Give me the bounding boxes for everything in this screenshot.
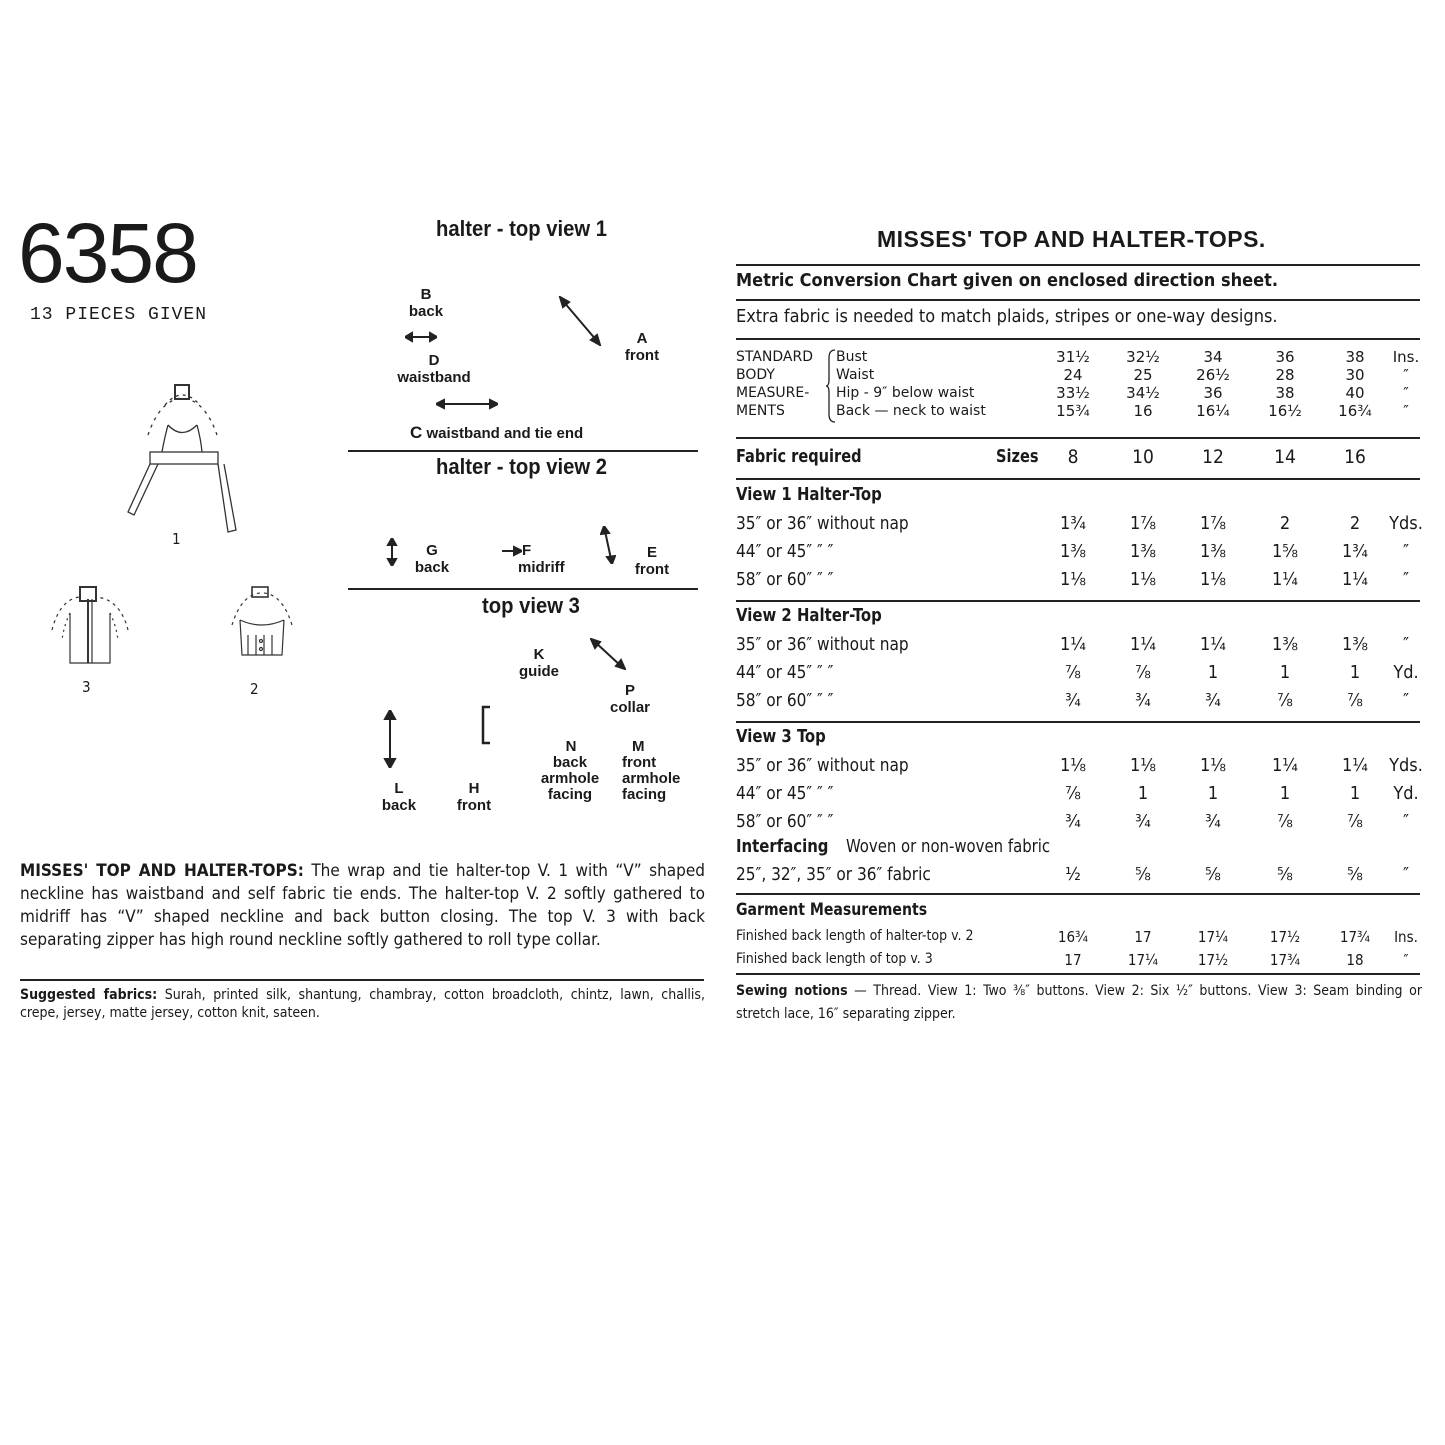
measurement-value: 36 <box>1203 384 1223 402</box>
divider <box>348 450 698 452</box>
measurement-value: 28 <box>1275 366 1295 384</box>
yardage-unit: Yds. <box>1389 755 1423 776</box>
yardage-value: 1⅝ <box>1272 541 1298 562</box>
yardage-value: ⅞ <box>1347 690 1363 711</box>
view-3-heading: top view 3 <box>482 593 580 618</box>
view-1-heading: halter - top view 1 <box>436 216 607 241</box>
divider <box>736 299 1420 301</box>
yardage-value: ⅞ <box>1277 690 1293 711</box>
measurement-value: 34½ <box>1126 384 1160 402</box>
yardage-value: 1⅜ <box>1130 541 1156 562</box>
yardage-value: 1 <box>1279 662 1291 683</box>
fabric-width-label: 35″ or 36″ without nap <box>736 755 909 776</box>
yardage-unit: ″ <box>1402 634 1410 655</box>
size-header: 14 <box>1274 446 1296 468</box>
yardage-value: 1 <box>1207 783 1219 804</box>
measurement-unit: ″ <box>1403 384 1409 402</box>
view-1-label: 1 <box>172 530 181 548</box>
grainline-arrow <box>386 538 398 566</box>
piece-g: G back <box>414 542 450 576</box>
metric-note: Metric Conversion Chart given on enclosed direction sheet. <box>736 270 1278 291</box>
divider <box>736 338 1420 340</box>
interfacing-value: ⅝ <box>1347 864 1363 885</box>
grainline-arrow <box>383 710 397 768</box>
piece-n: N back armhole facing <box>540 738 600 803</box>
grainline-arrow <box>436 398 498 410</box>
yardage-value: 1¼ <box>1342 569 1368 590</box>
yardage-value: 1¼ <box>1200 634 1226 655</box>
yardage-value: 1 <box>1349 783 1361 804</box>
garment-unit: Ins. <box>1394 928 1418 946</box>
yardage-value: 1⅛ <box>1200 755 1226 776</box>
size-header: 12 <box>1202 446 1224 468</box>
yardage-value: 1¼ <box>1130 634 1156 655</box>
measurement-value: 38 <box>1345 348 1365 366</box>
yardage-value: 1⅜ <box>1200 541 1226 562</box>
grainline-arrow <box>600 526 616 564</box>
fabric-width-label: 58″ or 60″ ″ ″ <box>736 811 834 832</box>
yardage-unit: Yd. <box>1393 662 1419 683</box>
measurement-value: 33½ <box>1056 384 1090 402</box>
piece-m: M front armhole facing <box>622 738 681 803</box>
yardage-value: ⅞ <box>1065 783 1081 804</box>
piece-p: P collar <box>609 682 651 716</box>
suggested-fabrics-label: Suggested fabrics: <box>20 987 158 1003</box>
yardage-value: 2 <box>1349 513 1361 534</box>
measurement-unit: ″ <box>1403 366 1409 384</box>
garment-title: Garment Measurements <box>736 900 928 920</box>
yardage-unit: Yd. <box>1393 783 1419 804</box>
garment-value: 17¼ <box>1197 928 1229 946</box>
yardage-value: ⅞ <box>1277 811 1293 832</box>
measurement-value: 15¾ <box>1056 402 1090 420</box>
suggested-fabrics-text: Surah, printed silk, shantung, chambray, cotton broadcloth, chintz, lawn, challis, crepe, jersey, matte jersey, cotton knit, sateen. <box>20 987 705 1021</box>
measurement-value: 38 <box>1275 384 1295 402</box>
yardage-value: 1 <box>1137 783 1149 804</box>
garment-value: 17½ <box>1197 951 1229 969</box>
divider <box>736 478 1420 480</box>
yardage-value: 1¾ <box>1060 513 1086 534</box>
yardage-value: 1¼ <box>1272 569 1298 590</box>
measurement-value: 16½ <box>1268 402 1302 420</box>
fabric-required-label: Fabric required <box>736 446 862 467</box>
view-2-label: 2 <box>250 680 259 698</box>
piece-e: E front <box>634 544 670 578</box>
divider <box>736 973 1420 975</box>
yardage-value: 1¾ <box>1342 541 1368 562</box>
garment-label: Finished back length of halter-top v. 2 <box>736 928 974 944</box>
yardage-value: ¾ <box>1065 811 1081 832</box>
measurement-value: 25 <box>1133 366 1153 384</box>
view-3-sketch <box>40 585 140 675</box>
fabric-width-label: 44″ or 45″ ″ ″ <box>736 541 834 562</box>
piece-f: F midriff <box>518 542 565 576</box>
garment-value: 18 <box>1346 951 1364 969</box>
garment-value: 17 <box>1134 928 1152 946</box>
grainline-arrow <box>558 296 602 346</box>
yardage-value: 1¼ <box>1272 755 1298 776</box>
garment-unit: ″ <box>1403 951 1409 969</box>
yardage-value: 1 <box>1207 662 1219 683</box>
piece-l: L back <box>381 780 417 814</box>
fabric-width-label: 58″ or 60″ ″ ″ <box>736 569 834 590</box>
measurement-value: 36 <box>1275 348 1295 366</box>
yardage-value: 1⅛ <box>1200 569 1226 590</box>
piece-b: B back <box>408 286 444 320</box>
view-1-sketch <box>120 380 250 540</box>
view-2-heading: halter - top view 2 <box>436 454 607 479</box>
size-header: 8 <box>1067 446 1079 468</box>
suggested-fabrics <box>20 986 705 1022</box>
piece-k: K guide <box>519 646 559 680</box>
yardage-unit: ″ <box>1402 811 1410 832</box>
right-title: MISSES' TOP AND HALTER-TOPS. <box>877 226 1266 252</box>
divider <box>736 264 1420 266</box>
garment-value: 17 <box>1064 951 1082 969</box>
interfacing-title: Interfacing <box>736 836 829 857</box>
description <box>20 860 705 952</box>
size-header: 10 <box>1132 446 1154 468</box>
grainline-arrow <box>590 638 626 670</box>
measurement-label: Bust <box>836 349 868 365</box>
divider <box>348 588 698 590</box>
measurement-value: 30 <box>1345 366 1365 384</box>
interfacing-value: ⅝ <box>1277 864 1293 885</box>
piece-c: C waistband and tie end <box>410 423 584 442</box>
fabric-width-label: 58″ or 60″ ″ ″ <box>736 690 834 711</box>
divider <box>736 893 1420 895</box>
measurement-label: Hip - 9″ below waist <box>836 385 975 401</box>
measurement-unit: ″ <box>1403 402 1409 420</box>
measurement-value: 24 <box>1063 366 1083 384</box>
measurement-value: 34 <box>1203 348 1223 366</box>
yardage-value: ¾ <box>1065 690 1081 711</box>
yardage-value: 1¼ <box>1060 634 1086 655</box>
garment-value: 17¾ <box>1269 951 1301 969</box>
garment-value: 17¼ <box>1127 951 1159 969</box>
measurement-value: 26½ <box>1196 366 1230 384</box>
yardage-value: 1⅛ <box>1060 755 1086 776</box>
pieces-given: 13 PIECES GIVEN <box>30 305 208 325</box>
yardage-unit: ″ <box>1402 541 1410 562</box>
fabric-width-label: 44″ or 45″ ″ ″ <box>736 783 834 804</box>
grainline-arrow <box>478 705 494 745</box>
measurement-label: Back — neck to waist <box>836 403 986 419</box>
section-title: View 1 Halter-Top <box>736 484 882 505</box>
yardage-value: 1¼ <box>1342 755 1368 776</box>
section-title: View 2 Halter-Top <box>736 605 882 626</box>
yardage-value: 1⅛ <box>1130 755 1156 776</box>
measurement-unit: Ins. <box>1392 348 1420 366</box>
yardage-unit: ″ <box>1402 690 1410 711</box>
yardage-value: ⅞ <box>1065 662 1081 683</box>
description-title: MISSES' TOP AND HALTER-TOPS: <box>20 861 304 881</box>
sewing-notions <box>736 980 1422 1026</box>
description-text: The wrap and tie halter-top V. 1 with “V” shaped neckline has waistband and self fabric tie ends. The halter-top V. 2 softly gathered to midriff has “V” shaped neckline and back button closing. The top V. 3 with back separating zipper has high round neckline softly gathered to roll type collar. <box>20 861 705 950</box>
yardage-value: 1⅜ <box>1272 634 1298 655</box>
pattern-number: 6358 <box>18 206 197 300</box>
measurement-label: Waist <box>836 367 875 383</box>
size-header: 16 <box>1344 446 1366 468</box>
garment-label: Finished back length of top v. 3 <box>736 951 933 967</box>
piece-a: A front <box>624 330 660 364</box>
section-title: View 3 Top <box>736 726 826 747</box>
brace <box>826 348 836 424</box>
piece-h: H front <box>456 780 492 814</box>
yardage-value: 2 <box>1279 513 1291 534</box>
yardage-value: 1⅜ <box>1060 541 1086 562</box>
measurement-value: 40 <box>1345 384 1365 402</box>
divider <box>20 979 704 981</box>
sewing-notions-text: — Thread. View 1: Two ⅜″ buttons. View 2: Six ½″ buttons. View 3: Seam binding or stretch lace, 16″ separating zipper. <box>736 983 1422 1022</box>
standard-label: STANDARD BODY MEASURE- MENTS <box>736 349 814 419</box>
measurement-value: 16¼ <box>1196 402 1230 420</box>
yardage-value: 1⅛ <box>1130 569 1156 590</box>
piece-d: D waistband <box>397 352 471 386</box>
yardage-value: ¾ <box>1205 690 1221 711</box>
yardage-value: ⅞ <box>1135 662 1151 683</box>
yardage-value: ¾ <box>1135 690 1151 711</box>
measurement-value: 31½ <box>1056 348 1090 366</box>
interfacing-label: 25″, 32″, 35″ or 36″ fabric <box>736 864 931 885</box>
yardage-value: 1⅜ <box>1342 634 1368 655</box>
interfacing-unit: ″ <box>1402 864 1410 885</box>
garment-value: 17¾ <box>1339 928 1371 946</box>
grainline-arrow <box>405 331 437 343</box>
yardage-value: 1⅞ <box>1130 513 1156 534</box>
yardage-value: 1 <box>1279 783 1291 804</box>
sewing-notions-label: Sewing notions <box>736 983 848 999</box>
fabric-width-label: 35″ or 36″ without nap <box>736 513 909 534</box>
measurement-value: 16¾ <box>1338 402 1372 420</box>
divider <box>736 600 1420 602</box>
yardage-value: 1⅞ <box>1200 513 1226 534</box>
sizes-label: Sizes <box>996 446 1039 467</box>
yardage-value: 1 <box>1349 662 1361 683</box>
plaid-note: Extra fabric is needed to match plaids, stripes or one-way designs. <box>736 306 1278 327</box>
view-3-label: 3 <box>82 678 91 696</box>
divider <box>736 721 1420 723</box>
yardage-unit: ″ <box>1402 569 1410 590</box>
garment-value: 16¾ <box>1057 928 1089 946</box>
measurement-value: 16 <box>1133 402 1153 420</box>
garment-value: 17½ <box>1269 928 1301 946</box>
yardage-unit: Yds. <box>1389 513 1423 534</box>
view-2-sketch <box>212 585 312 675</box>
fabric-width-label: 35″ or 36″ without nap <box>736 634 909 655</box>
divider <box>736 437 1420 439</box>
yardage-value: ¾ <box>1205 811 1221 832</box>
interfacing-value: ⅝ <box>1135 864 1151 885</box>
interfacing-value: ½ <box>1065 864 1081 885</box>
fabric-width-label: 44″ or 45″ ″ ″ <box>736 662 834 683</box>
yardage-value: ⅞ <box>1347 811 1363 832</box>
interfacing-value: ⅝ <box>1205 864 1221 885</box>
yardage-value: ¾ <box>1135 811 1151 832</box>
measurement-value: 32½ <box>1126 348 1160 366</box>
yardage-value: 1⅛ <box>1060 569 1086 590</box>
interfacing-subtitle: Woven or non-woven fabric <box>846 836 1051 857</box>
